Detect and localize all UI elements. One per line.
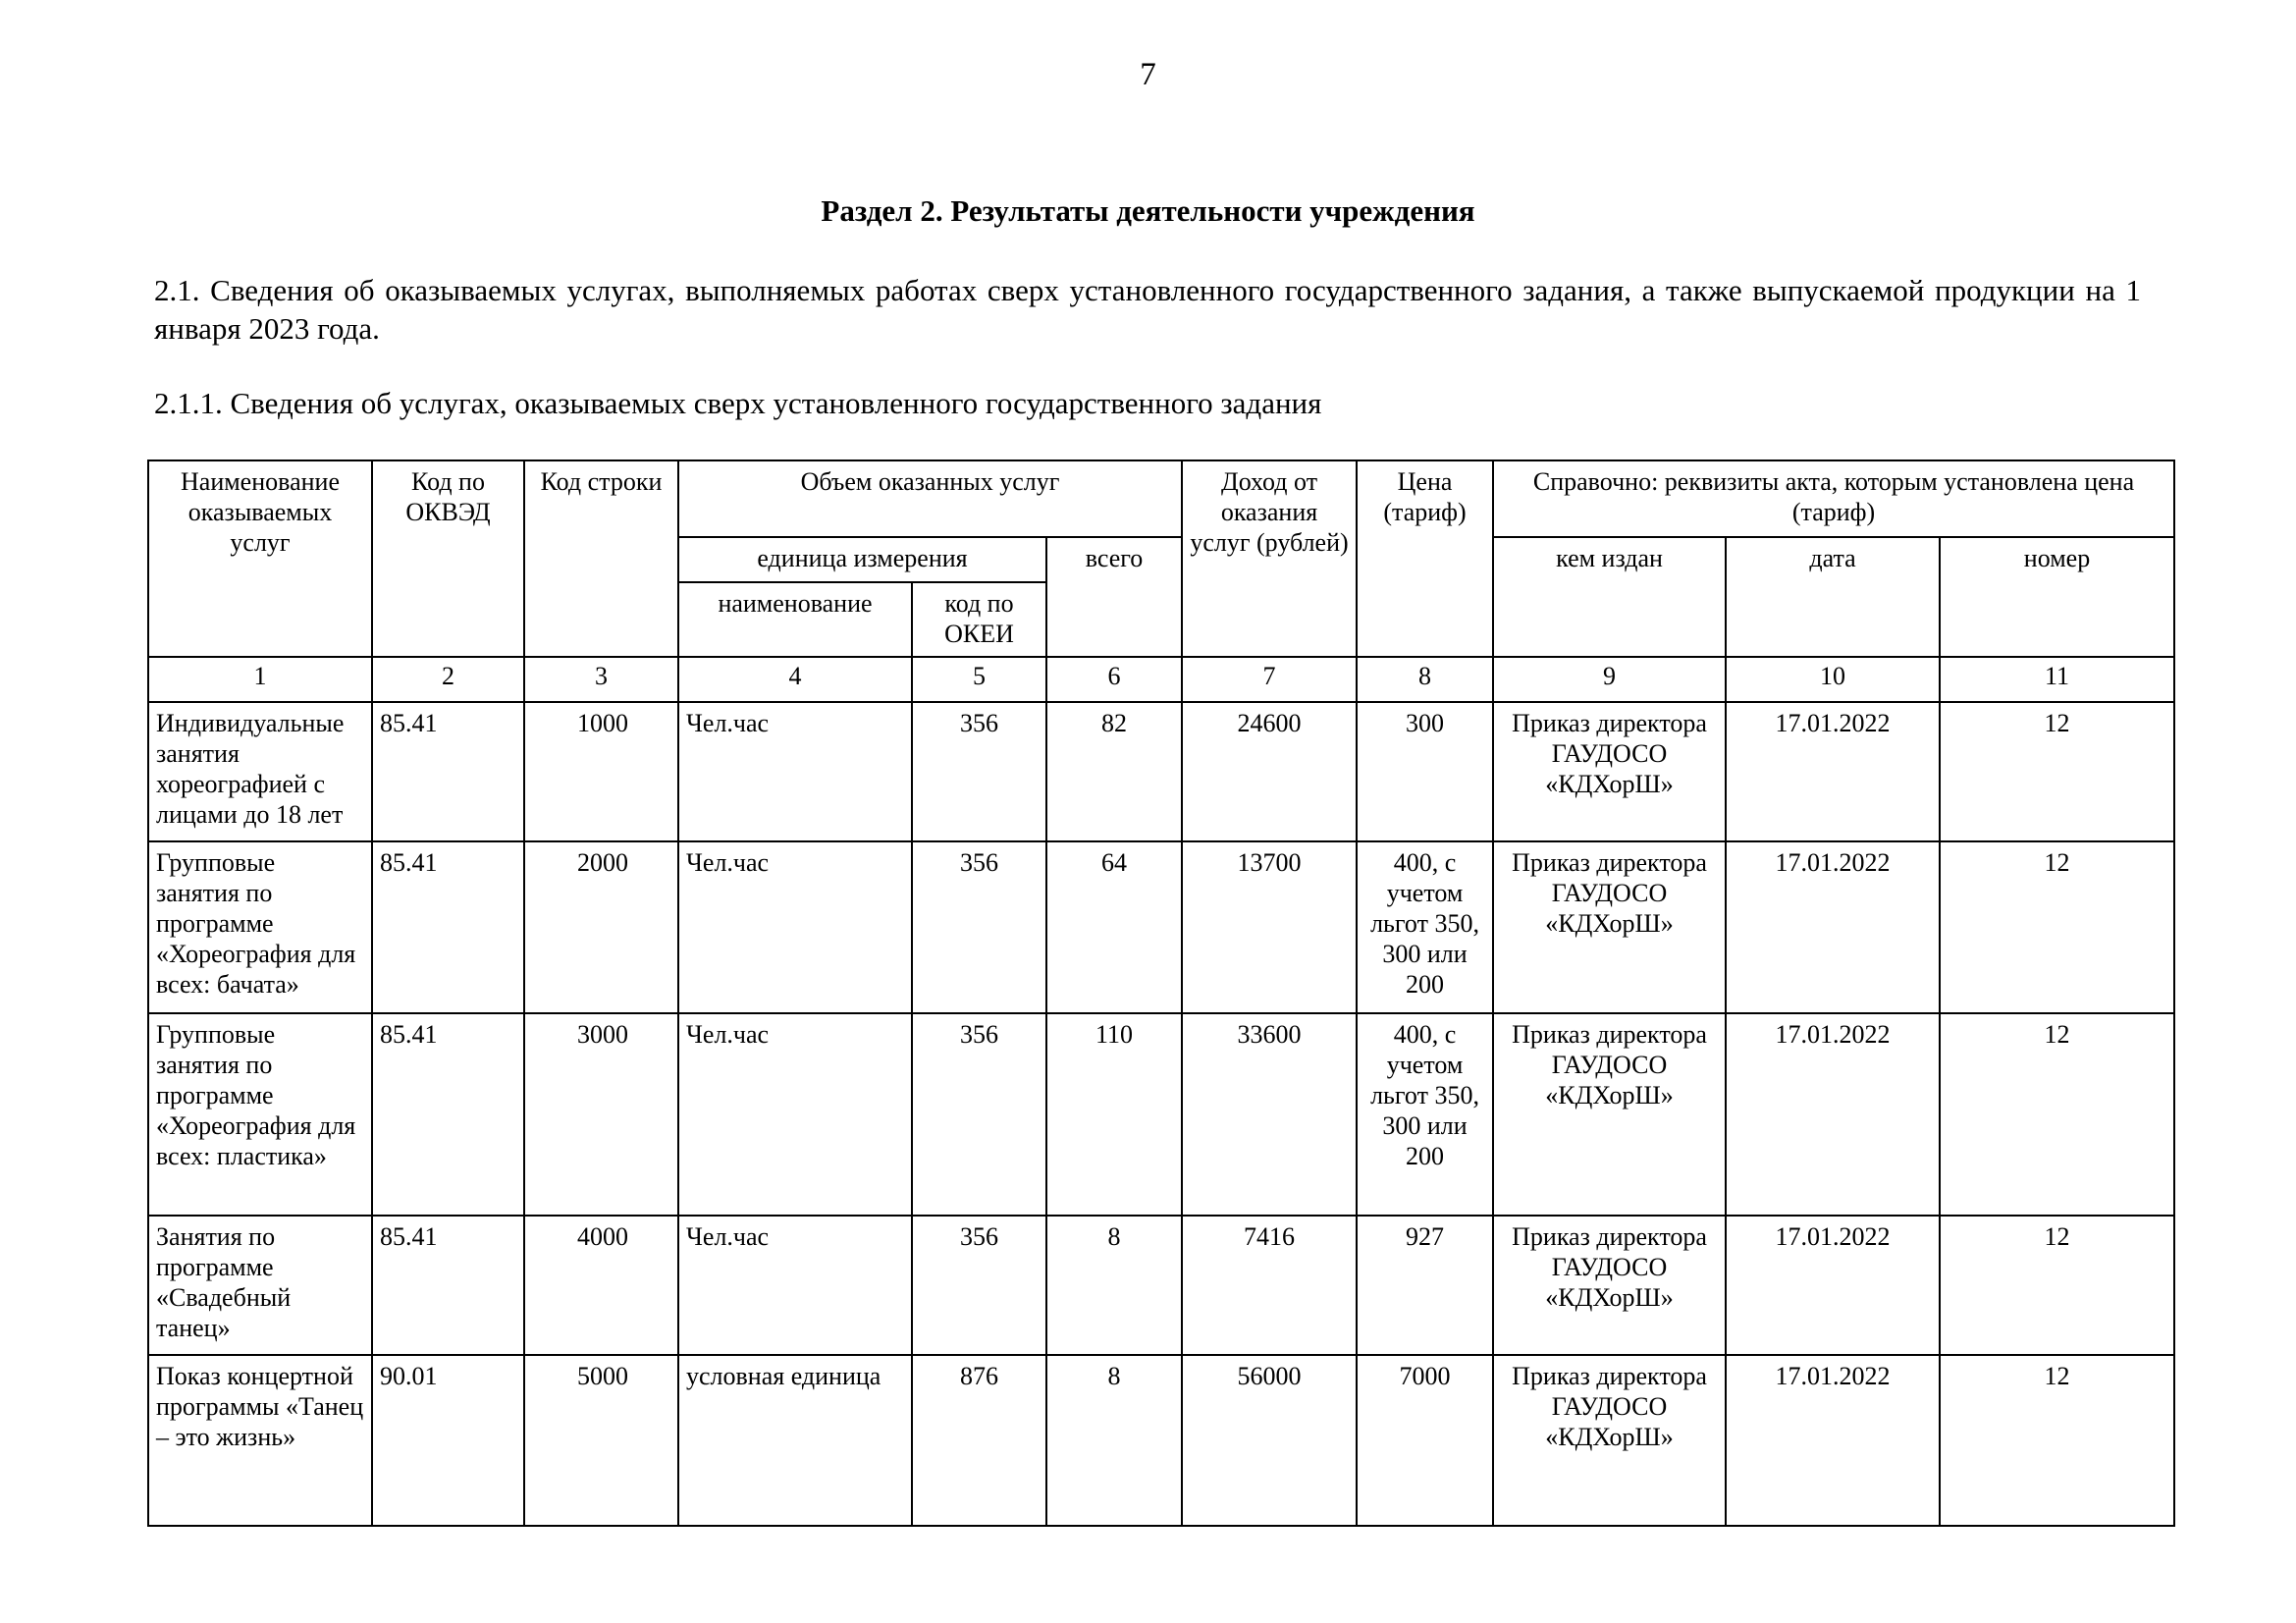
- paragraph-services-info: 2.1. Сведения об оказываемых услугах, выполняемых работах сверх установленного государственного задания, а также выпускаемой продукции на 1 января 2023 года.: [154, 273, 2141, 346]
- cell-unit-name: Чел.час: [678, 702, 912, 841]
- header-unit: единица измерения: [678, 537, 1046, 582]
- cell-issued-by: Приказ директора ГАУДОСО «КДХорШ»: [1493, 841, 1726, 1013]
- cell-okved: 85.41: [372, 841, 524, 1013]
- cell-issued-by: Приказ директора ГАУДОСО «КДХорШ»: [1493, 702, 1726, 841]
- table-row: [148, 841, 2174, 1013]
- cell-price: 400, с учетом льгот 350, 300 или 200: [1357, 841, 1493, 1013]
- cell-row-code: 2000: [524, 841, 678, 1013]
- page-number: 7: [1140, 57, 1156, 92]
- section-title: Раздел 2. Результаты деятельности учреждения: [821, 193, 1475, 228]
- cell-total: 64: [1046, 841, 1182, 1013]
- cell-service-name: Показ концертной программы «Танец – это жизнь»: [148, 1355, 372, 1526]
- column-number: 7: [1182, 657, 1357, 702]
- cell-date: 17.01.2022: [1726, 1013, 1940, 1216]
- cell-okved: 85.41: [372, 1013, 524, 1216]
- header-number: номер: [1940, 537, 2174, 657]
- header-okei: код по ОКЕИ: [912, 582, 1046, 657]
- paragraph-services-over-task: 2.1.1. Сведения об услугах, оказываемых сверх установленного государственного задания: [154, 386, 1322, 420]
- column-number: 2: [372, 657, 524, 702]
- cell-number: 12: [1940, 1355, 2174, 1526]
- cell-row-code: 5000: [524, 1355, 678, 1526]
- cell-total: 110: [1046, 1013, 1182, 1216]
- cell-date: 17.01.2022: [1726, 841, 1940, 1013]
- cell-price: 927: [1357, 1216, 1493, 1355]
- header-okved: Код по ОКВЭД: [372, 460, 524, 657]
- column-numbers-row: [148, 657, 2174, 702]
- cell-issued-by: Приказ директора ГАУДОСО «КДХорШ»: [1493, 1355, 1726, 1526]
- column-number: 1: [148, 657, 372, 702]
- cell-total: 8: [1046, 1355, 1182, 1526]
- table-row: [148, 1216, 2174, 1355]
- cell-total: 82: [1046, 702, 1182, 841]
- cell-income: 13700: [1182, 841, 1357, 1013]
- table-row: [148, 1355, 2174, 1526]
- services-table: [147, 460, 2175, 1527]
- table-row: [148, 1013, 2174, 1216]
- column-number: 5: [912, 657, 1046, 702]
- cell-unit-name: Чел.час: [678, 1013, 912, 1216]
- header-reference: Справочно: реквизиты акта, которым установлена цена (тариф): [1493, 460, 2174, 537]
- cell-okei: 356: [912, 1013, 1046, 1216]
- header-service-name: Наименование оказываемых услуг: [148, 460, 372, 657]
- header-issued-by: кем издан: [1493, 537, 1726, 657]
- cell-service-name: Занятия по программе «Свадебный танец»: [148, 1216, 372, 1355]
- cell-date: 17.01.2022: [1726, 1355, 1940, 1526]
- header-unit-name: наименование: [678, 582, 912, 657]
- cell-okved: 85.41: [372, 1216, 524, 1355]
- cell-okei: 356: [912, 841, 1046, 1013]
- cell-number: 12: [1940, 1013, 2174, 1216]
- column-number: 10: [1726, 657, 1940, 702]
- cell-row-code: 3000: [524, 1013, 678, 1216]
- column-number: 4: [678, 657, 912, 702]
- cell-okei: 356: [912, 1216, 1046, 1355]
- cell-number: 12: [1940, 1216, 2174, 1355]
- cell-price: 400, с учетом льгот 350, 300 или 200: [1357, 1013, 1493, 1216]
- cell-unit-name: Чел.час: [678, 1216, 912, 1355]
- cell-number: 12: [1940, 841, 2174, 1013]
- table-row: [148, 702, 2174, 841]
- cell-number: 12: [1940, 702, 2174, 841]
- cell-income: 33600: [1182, 1013, 1357, 1216]
- header-date: дата: [1726, 537, 1940, 657]
- cell-issued-by: Приказ директора ГАУДОСО «КДХорШ»: [1493, 1216, 1726, 1355]
- cell-unit-name: условная единица: [678, 1355, 912, 1526]
- header-total: всего: [1046, 537, 1182, 657]
- column-number: 8: [1357, 657, 1493, 702]
- cell-service-name: Индивидуальные занятия хореографией с лицами до 18 лет: [148, 702, 372, 841]
- cell-price: 7000: [1357, 1355, 1493, 1526]
- cell-issued-by: Приказ директора ГАУДОСО «КДХорШ»: [1493, 1013, 1726, 1216]
- cell-okei: 356: [912, 702, 1046, 841]
- column-number: 6: [1046, 657, 1182, 702]
- cell-service-name: Групповые занятия по программе «Хореография для всех: пластика»: [148, 1013, 372, 1216]
- cell-unit-name: Чел.час: [678, 841, 912, 1013]
- cell-price: 300: [1357, 702, 1493, 841]
- column-number: 9: [1493, 657, 1726, 702]
- cell-date: 17.01.2022: [1726, 702, 1940, 841]
- cell-row-code: 4000: [524, 1216, 678, 1355]
- header-row-code: Код строки: [524, 460, 678, 657]
- cell-okved: 90.01: [372, 1355, 524, 1526]
- cell-okei: 876: [912, 1355, 1046, 1526]
- header-price: Цена (тариф): [1357, 460, 1493, 657]
- column-number: 3: [524, 657, 678, 702]
- cell-okved: 85.41: [372, 702, 524, 841]
- cell-total: 8: [1046, 1216, 1182, 1355]
- cell-row-code: 1000: [524, 702, 678, 841]
- cell-date: 17.01.2022: [1726, 1216, 1940, 1355]
- cell-service-name: Групповые занятия по программе «Хореография для всех: бачата»: [148, 841, 372, 1013]
- column-number: 11: [1940, 657, 2174, 702]
- cell-income: 56000: [1182, 1355, 1357, 1526]
- header-income: Доход от оказания услуг (рублей): [1182, 460, 1357, 657]
- header-volume: Объем оказанных услуг: [678, 460, 1182, 537]
- cell-income: 7416: [1182, 1216, 1357, 1355]
- cell-income: 24600: [1182, 702, 1357, 841]
